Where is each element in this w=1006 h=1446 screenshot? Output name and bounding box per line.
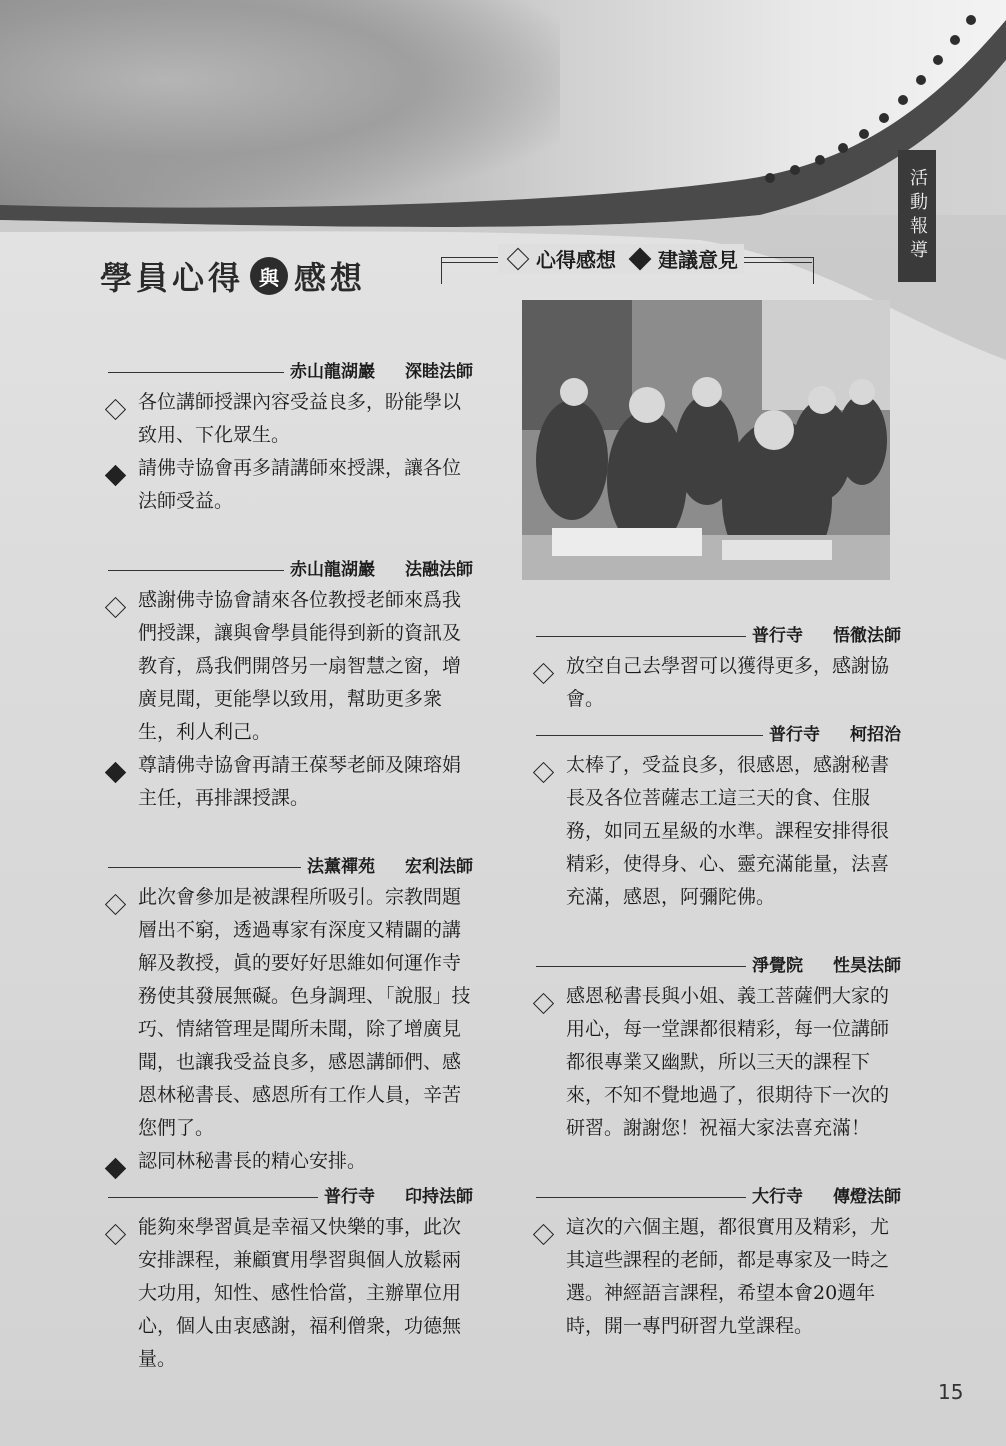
speaker-name: 宏利法師 xyxy=(405,856,473,877)
open-diamond-icon xyxy=(507,247,530,270)
feedback-item xyxy=(108,584,473,749)
feedback-text: 太棒了，受益良多，很感恩，感謝秘書長及各位菩薩志工這三天的食、住服務，如同五星級的水準。課程安排得很精彩，使得身、心、靈充滿能量，法喜充滿，感恩，阿彌陀佛。 xyxy=(566,754,890,908)
header-rule xyxy=(536,735,763,736)
class-photo-illustration xyxy=(522,300,890,580)
legend-open-label: 心得感想 xyxy=(536,248,616,272)
open-diamond-icon xyxy=(533,663,554,684)
open-diamond-icon xyxy=(533,1224,554,1245)
feedback-item xyxy=(536,980,901,1145)
speaker-name: 悟徹法師 xyxy=(833,625,901,646)
page-title xyxy=(100,253,366,299)
feedback-text: 此次會參加是被課程所吸引。宗教問題層出不窮，透過專家有深度又精闢的講解及教授，眞的要好好思維如何運作寺務使其發展無礙。色身調理、「說服」技巧、情緒管理是聞所未聞，除了增廣見聞，也讓我受益良多，感恩講師們、感恩林秘書長、感恩所有工作人員，辛苦您們了。 xyxy=(138,886,471,1139)
feedback-text: 請佛寺協會再多請講師來授課，讓各位法師受益。 xyxy=(138,457,462,512)
feedback-text: 放空自己去學習可以獲得更多，感謝協會。 xyxy=(566,655,890,710)
header-rule xyxy=(536,966,746,967)
title-circle-char: 與 xyxy=(250,257,288,295)
header-rule xyxy=(108,1197,318,1198)
speaker-name: 柯招治 xyxy=(850,724,901,745)
header-rule xyxy=(108,867,301,868)
legend xyxy=(498,244,744,273)
temple-name: 赤山龍湖巖 xyxy=(290,559,375,580)
temple-name: 淨覺院 xyxy=(752,955,803,976)
open-diamond-icon xyxy=(105,894,126,915)
feedback-section xyxy=(536,1183,901,1343)
feedback-section xyxy=(108,556,473,815)
section-tab-label: 活動報導 xyxy=(907,168,928,264)
feedback-text: 這次的六個主題，都很實用及精彩，尤其這些課程的老師，都是專家及一時之選。神經語言課程，希望本會20週年時，開一專門研習九堂課程。 xyxy=(566,1216,890,1337)
open-diamond-icon xyxy=(533,993,554,1014)
feedback-item xyxy=(108,881,473,1145)
open-diamond-icon xyxy=(105,597,126,618)
header-rule xyxy=(536,636,746,637)
speaker-name: 印持法師 xyxy=(405,1186,473,1207)
feedback-item xyxy=(108,1211,473,1376)
temple-name: 赤山龍湖巖 xyxy=(290,361,375,382)
feedback-item xyxy=(108,1145,473,1178)
section-header xyxy=(108,358,473,386)
filled-diamond-icon xyxy=(105,762,126,783)
temple-name: 普行寺 xyxy=(752,625,803,646)
feedback-section xyxy=(536,952,901,1145)
feedback-section xyxy=(108,358,473,518)
open-diamond-icon xyxy=(105,1224,126,1245)
feedback-text: 感恩秘書長與小姐、義工菩薩們大家的用心，每一堂課都很精彩，每一位講師都很專業又幽默，所以三天的課程下來，不知不覺地過了，很期待下一次的研習。謝謝您！祝福大家法喜充滿！ xyxy=(566,985,890,1139)
open-diamond-icon xyxy=(105,399,126,420)
feedback-text: 感謝佛寺協會請來各位教授老師來爲我們授課，讓與會學員能得到新的資訊及教育，爲我們開啓另一扇智慧之窗，增廣見聞，更能學以致用，幫助更多衆生，利人利己。 xyxy=(138,589,462,743)
filled-diamond-icon xyxy=(105,1158,126,1179)
speaker-name: 深睦法師 xyxy=(405,361,473,382)
feedback-text: 認同林秘書長的精心安排。 xyxy=(138,1150,367,1172)
header-rule xyxy=(108,372,284,373)
feedback-item xyxy=(108,452,473,518)
legend-filled-label: 建議意見 xyxy=(658,248,738,272)
section-header xyxy=(536,952,901,980)
speaker-name: 傳燈法師 xyxy=(833,1186,901,1207)
class-photo xyxy=(522,300,890,580)
feedback-item xyxy=(536,749,901,914)
header-rule xyxy=(108,570,284,571)
feedback-item xyxy=(536,650,901,716)
section-header xyxy=(108,556,473,584)
speaker-name: 性昊法師 xyxy=(833,955,901,976)
filled-diamond-icon xyxy=(105,465,126,486)
section-header xyxy=(536,1183,901,1211)
feedback-text: 能夠來學習眞是幸福又快樂的事，此次安排課程，兼顧實用學習與個人放鬆兩大功用，知性、感性恰當，主辦單位用心，個人由衷感謝，福利僧衆，功德無量。 xyxy=(138,1216,462,1370)
feedback-section xyxy=(536,721,901,914)
feedback-text: 尊請佛寺協會再請王葆琴老師及陳瑢娟主任，再排課授課。 xyxy=(138,754,462,809)
header-rule xyxy=(536,1197,746,1198)
section-tab xyxy=(898,150,936,282)
feedback-section xyxy=(108,853,473,1178)
feedback-section xyxy=(536,622,901,716)
open-diamond-icon xyxy=(533,762,554,783)
temple-name: 法薰禪苑 xyxy=(307,856,375,877)
speaker-name: 法融法師 xyxy=(405,559,473,580)
section-header xyxy=(536,721,901,749)
feedback-section xyxy=(108,1183,473,1376)
feedback-item xyxy=(108,386,473,452)
temple-name: 大行寺 xyxy=(752,1186,803,1207)
feedback-item xyxy=(108,749,473,815)
filled-diamond-icon xyxy=(629,247,652,270)
title-part1: 學員心得 xyxy=(100,259,245,297)
section-header xyxy=(108,1183,473,1211)
title-part2: 感想 xyxy=(294,259,367,297)
temple-name: 普行寺 xyxy=(769,724,820,745)
section-header xyxy=(108,853,473,881)
feedback-text: 各位講師授課內容受益良多，盼能學以致用、下化眾生。 xyxy=(138,391,462,446)
temple-name: 普行寺 xyxy=(324,1186,375,1207)
page-number: 15 xyxy=(938,1380,964,1404)
section-header xyxy=(536,622,901,650)
feedback-item xyxy=(536,1211,901,1343)
